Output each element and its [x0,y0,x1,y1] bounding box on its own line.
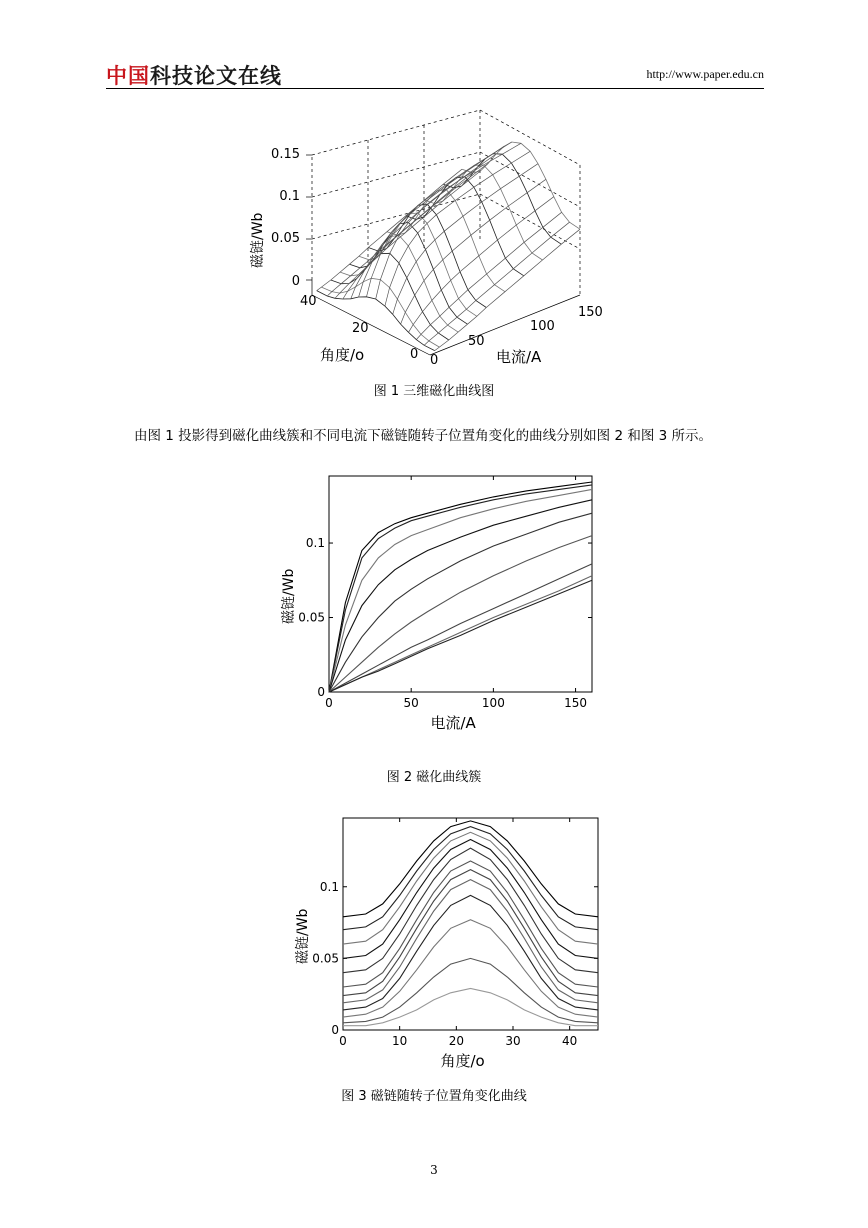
z-tick-label: 0 [291,274,300,289]
y-tick-label: 0 [317,685,325,699]
current-tick-label: 100 [530,319,555,334]
z-tick-label: 0.1 [279,189,300,204]
series-line [329,485,592,692]
x-axis-label: 角度/o [440,1052,485,1070]
figure3-chart [278,808,608,1078]
series-line [343,840,598,959]
y-tick-label: 0.05 [312,951,339,966]
series-line [343,895,598,1010]
surface-mesh-line [406,177,524,276]
plot-frame [329,476,592,692]
x-tick-label: 20 [448,1034,464,1048]
y-tick-label: 0.1 [319,879,339,894]
x-tick-label: 150 [564,696,588,710]
surface-mesh-line [401,179,546,324]
series-line [343,848,598,973]
current-tick-label: 150 [578,305,603,320]
current-axis-label: 电流/A [496,348,542,366]
angle-axis-label: 角度/o [320,346,365,364]
figure1-3d-surface [240,100,603,378]
z-tick-label: 0.05 [271,231,300,246]
series-line [329,513,592,692]
plot-frame [343,818,598,1030]
figure2-chart [262,466,602,736]
surface-mesh-line [462,142,580,229]
y-axis-label: 磁链/Wb [295,908,311,964]
x-tick-label: 50 [403,696,419,710]
x-tick-label: 10 [392,1034,408,1048]
body-paragraph: 由图 1 投影得到磁化曲线簇和不同电流下磁链随转子位置角变化的曲线分别如图 2 和图 3 所示。 [134,428,713,444]
angle-tick-label: 40 [300,294,317,309]
series-line [329,489,592,692]
header-rule [106,88,764,89]
site-logo [106,60,282,90]
y-tick-label: 0.1 [305,536,325,551]
x-tick-label: 40 [562,1034,578,1048]
x-tick-label: 0 [325,696,333,710]
series-line [343,870,598,996]
logo-red-text: 中国 [106,64,150,88]
series-line [329,536,592,692]
logo-black-text: 科技论文在线 [150,64,282,88]
surface-mesh-line [368,204,486,307]
header-url[interactable]: http://www.paper.edu.cn [646,67,764,81]
surface-mesh-line [385,151,530,306]
series-line [329,482,592,692]
surface-mesh-line [443,154,561,245]
y-tick-label: 0.05 [298,610,325,625]
current-tick-label: 50 [468,334,485,349]
surface-mesh-line [425,165,543,260]
angle-tick-label: 0 [410,347,419,362]
surface-mesh-line [376,143,521,299]
figure1-caption: 图 1 三维磁化曲线图 [373,384,495,399]
x-tick-label: 100 [481,696,505,710]
series-line [343,989,598,1026]
surface-mesh-line [340,235,458,332]
angle-tick-label: 20 [352,321,369,336]
current-tick-label: 0 [430,353,439,368]
series-line [329,564,592,692]
figure3-caption: 图 3 磁链随转子位置角变化曲线 [341,1089,527,1104]
series-line [343,880,598,1003]
surface-mesh-line [331,253,449,340]
x-axis-label: 电流/A [430,714,476,732]
series-line [343,920,598,1017]
z-axis-label: 磁链/Wb [250,212,266,268]
y-axis-label: 磁链/Wb [281,568,297,624]
z-tick-label: 0.15 [271,147,300,162]
surface-mesh-line [387,189,505,292]
series-line [343,821,598,917]
surface-mesh-line [367,142,512,297]
y-tick-label: 0 [331,1023,339,1037]
x-tick-label: 30 [505,1034,521,1048]
page-number: 3 [430,1163,438,1177]
surface-mesh-line [317,169,462,290]
figure2-caption: 图 2 磁化曲线簇 [386,770,482,785]
series-line [343,827,598,930]
x-tick-label: 0 [339,1034,347,1048]
series-line [343,832,598,944]
